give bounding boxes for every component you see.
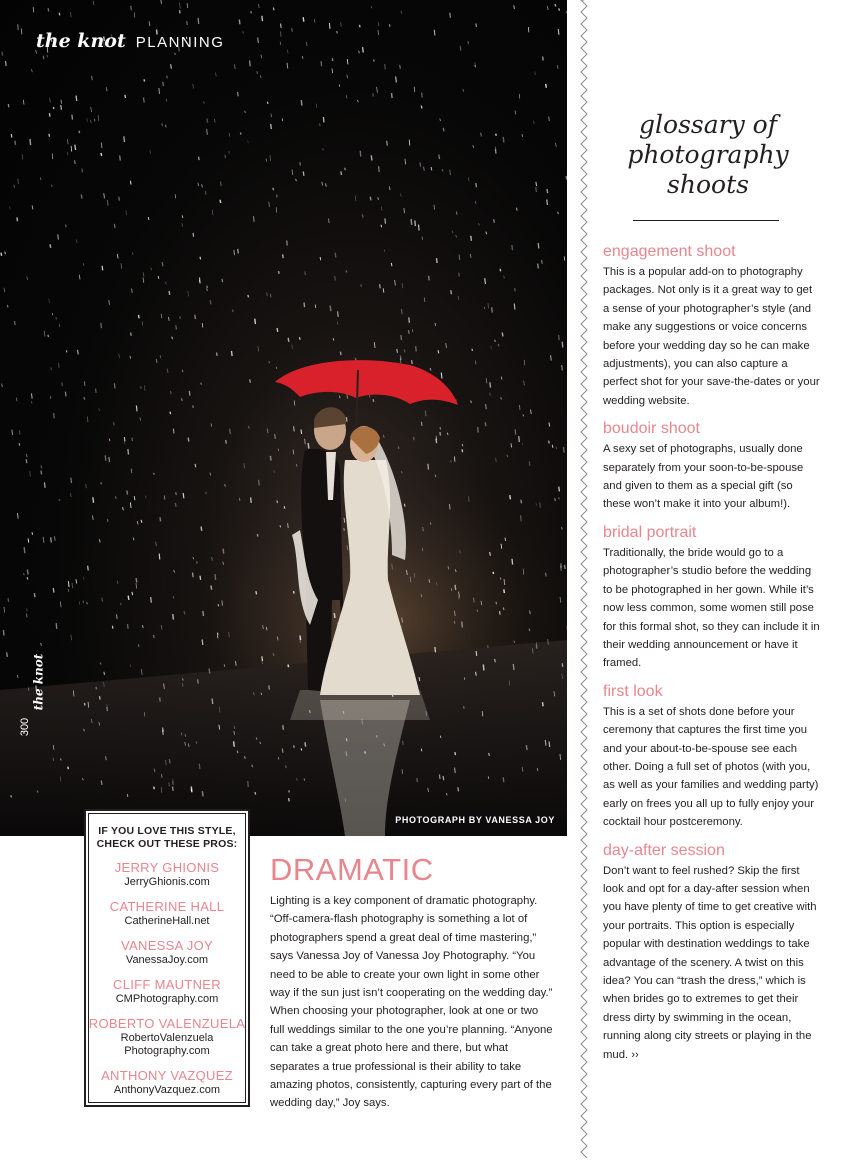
pros-heading xyxy=(86,825,248,851)
photo-credit: PHOTOGRAPH BY VANESSA JOY xyxy=(395,815,555,825)
glossary-title xyxy=(620,110,796,200)
term-name: boudoir shoot xyxy=(603,420,700,438)
the-knot-logo[interactable]: the knot xyxy=(36,30,126,52)
term-definition: This is a popular add-on to photography packages. Not only is it a great way to get a sense of your photographer’s style (and make any suggestions or voice concerns before your wedding day so he can make adjustments), you can also capture a perfect shot for your save-the-dates or your wedding website. xyxy=(603,266,820,407)
pro-site-link[interactable]: CMPhotography.com xyxy=(115,993,219,1005)
pro-site-link[interactable]: JerryGhionis.com xyxy=(124,876,210,888)
page-number: 300 xyxy=(19,717,32,737)
pro-name: JERRY GHIONIS xyxy=(114,860,220,875)
glossary-title-line: glossary of xyxy=(639,110,777,139)
pro-site-link[interactable]: RobertoValenzuela Photography.com xyxy=(120,1032,214,1057)
pros-heading-text: IF YOU LOVE THIS STYLE, CHECK OUT THESE PROS: xyxy=(96,825,238,850)
glossary-title-line: shoots xyxy=(667,170,749,199)
pro-name: VANESSA JOY xyxy=(121,938,213,953)
term-definition: Don’t want to feel rushed? Skip the first look and opt for a day-after session when you have plenty of time to get creative with your portraits. This option is especially popular with destination weddings to take advantage of the scenery. A twist on this idea? You can “trash the dress,” which is when brides go to extremes to get their dress dirty by swimming in the ocean, running along city streets or playing in the mud. ›› xyxy=(603,864,817,1061)
pro-name: ANTHONY VAZQUEZ xyxy=(101,1068,233,1083)
pro-item xyxy=(86,938,248,967)
pro-site-link[interactable]: VanessaJoy.com xyxy=(125,954,209,966)
term-name: bridal portrait xyxy=(603,523,697,541)
article-title: DRAMATIC xyxy=(270,852,434,887)
pro-name: CATHERINE HALL xyxy=(109,899,225,914)
glossary-list xyxy=(603,242,821,1073)
folio-logo: the knot xyxy=(31,653,46,711)
hero-photo xyxy=(0,0,567,836)
pro-site-link[interactable]: AnthonyVazquez.com xyxy=(113,1084,221,1096)
brand-header xyxy=(36,30,224,52)
term-definition: Traditionally, the bride would go to a photographer’s studio before the wedding to be photographed in her gown. While it’s now less common, some women still pose for this formal shot, so they can include it in their wedding announcement or have it framed. xyxy=(603,546,820,670)
pro-name: ROBERTO VALENZUELA xyxy=(88,1016,246,1031)
pro-item xyxy=(86,860,248,889)
pro-item xyxy=(86,1016,248,1058)
term-name: engagement shoot xyxy=(603,243,736,260)
pro-item xyxy=(86,899,248,928)
term-name: day-after session xyxy=(603,841,725,859)
pro-item xyxy=(86,1068,248,1097)
rain-couple-illustration xyxy=(0,0,567,836)
glossary-title-line: photography xyxy=(627,140,789,169)
pros-box xyxy=(84,809,250,1107)
term-definition: This is a set of shots done before your ceremony that captures the first time you and your about-to-be-spouse see each other. Doing a full set of photos (with you, as well as your families and wedding party) early on frees you all up to fully enjoy your cocktail hour postceremony. xyxy=(603,705,819,829)
pro-item xyxy=(86,977,248,1006)
term-name: first look xyxy=(603,682,663,700)
glossary-term xyxy=(603,419,821,514)
glossary-term xyxy=(603,841,821,1064)
section-label: PLANNING xyxy=(135,34,225,51)
glossary-term xyxy=(603,682,821,832)
glossary-term xyxy=(603,242,821,410)
pro-site-link[interactable]: CatherineHall.net xyxy=(124,915,210,927)
pro-name: CLIFF MAUTNER xyxy=(113,977,221,992)
term-definition: A sexy set of photographs, usually done separately from your soon-to-be-spouse and given to them as a special gift (so these won’t make it into your album!). xyxy=(603,443,804,511)
column-divider xyxy=(577,0,591,1163)
glossary-term xyxy=(603,523,821,673)
article-body: Lighting is a key component of dramatic photography. “Off-camera-flash photography is something a lot of photographers spend a great deal of time mastering,” says Vanessa Joy of Vanessa Joy Photography. “You need to be able to create your own light in some other way if the sun just isn’t cooperating on the wedding day.” When choosing your photographer, look at one or two full weddings similar to the one you’re planning. “Anyone can take a great photo here and there, but what separates a true professional is their ability to take amazing photos, consistently, capturing every part of the wedding day,” Joy says. xyxy=(270,895,553,1110)
glossary-rule xyxy=(633,220,779,221)
side-folio xyxy=(19,653,46,745)
pros-list xyxy=(86,860,248,1097)
